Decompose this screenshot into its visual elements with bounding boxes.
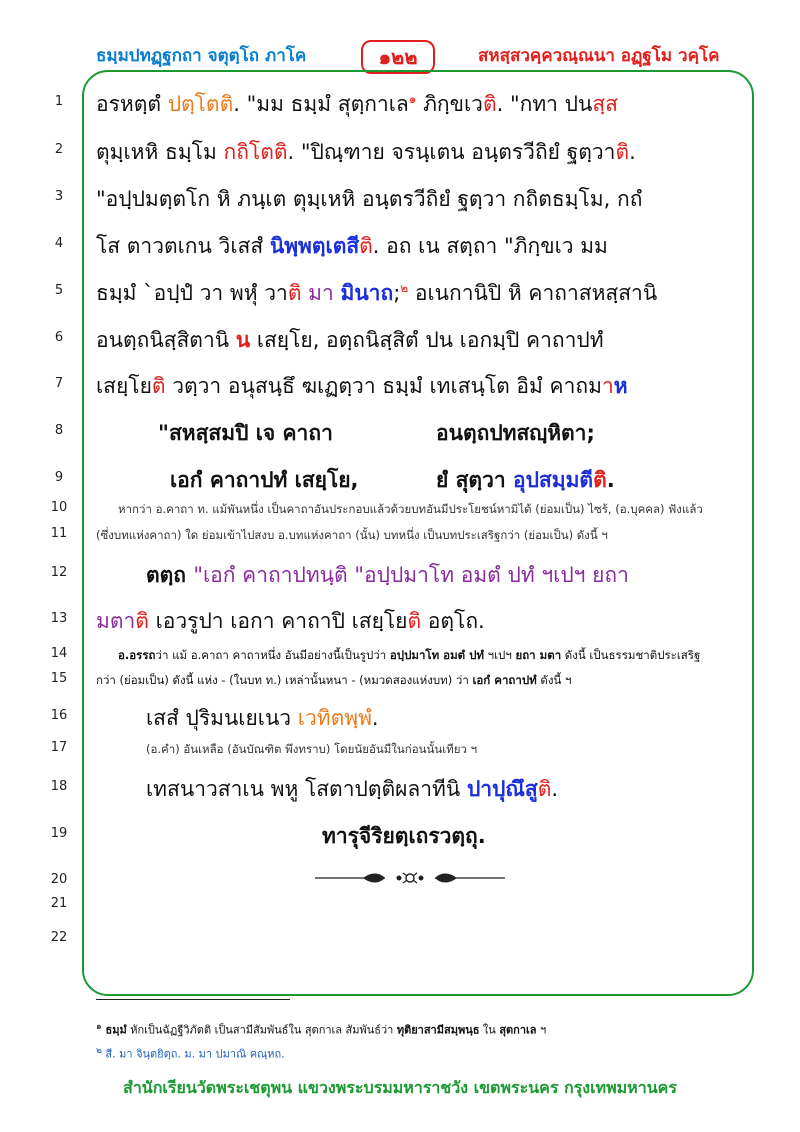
- text-line-12: [146, 559, 629, 592]
- text-span: ฯเปฯ: [484, 648, 516, 662]
- text-span: ว่า แม้ อ.คาถา คาถาหนึ่ง อันมีอย่างนี้เป็นรูปว่า: [155, 648, 390, 662]
- text-line-6: [96, 324, 604, 357]
- page-number-badge: [361, 40, 435, 74]
- text-span: กว่า (ย่อมเป็น) ดังนี้ แห่ง - (ในบท ท.) เหล่านั้นหนา - (หมวดสองแห่งบท) ว่า: [96, 673, 473, 687]
- text-span: โส ตาวตเกน วิเสสํ: [96, 234, 270, 258]
- highlight-word: ติ: [359, 234, 373, 258]
- line-number: 4: [54, 236, 64, 251]
- highlight-word: ติ: [135, 609, 149, 633]
- text-span: . "มม ธมฺมํ สุตฺกาเล: [233, 92, 409, 116]
- highlight-word: ห: [613, 374, 628, 398]
- line-number: 15: [50, 671, 68, 686]
- highlight-word: ติ: [482, 92, 497, 116]
- text-span: เสยฺโย: [96, 374, 152, 398]
- translation-line-14: [118, 647, 700, 665]
- highlight-word: ติ: [287, 281, 302, 305]
- text-span: วตฺวา อนุสนฺธึ ฆเฏตฺวา ธมฺมํ เทเสนฺโต อิมํ คาถม: [165, 374, 602, 398]
- line-number: 16: [50, 708, 68, 723]
- footnote-mark: ๑: [96, 1022, 102, 1032]
- text-span: หักเป็นฉัฏฐีวิภัตติ เป็นสามีสัมพันธ์ใน สุตกาเล สัมพันธ์ว่า: [126, 1023, 397, 1037]
- highlight-word: ปตฺโตติ: [167, 92, 234, 116]
- header-title-left: ธมฺมปทฏฺฐกถา จตุตฺโถ ภาโค: [96, 46, 307, 66]
- page-footer: สำนักเรียนวัดพระเชตุพน แขวงพระบรมมหาราชวัง เขตพระนคร กรุงเทพมหานคร: [123, 1078, 677, 1097]
- text-line-16: [146, 702, 379, 735]
- translation-line-15: [96, 672, 571, 690]
- highlight-word: ": [193, 563, 203, 587]
- highlight-word: า: [601, 374, 614, 398]
- line-number: 8: [54, 423, 64, 438]
- bold-term: ทุติยาสามีสมฺพนฺธ: [396, 1023, 480, 1037]
- footnote-ref: ๒: [400, 281, 409, 295]
- highlight-word: มตา: [96, 609, 136, 633]
- line-number: 18: [50, 779, 68, 794]
- text-line-1: [96, 88, 618, 121]
- bold-term: เอกํ คาถาปทํ: [472, 673, 537, 687]
- line-number: 17: [50, 740, 68, 755]
- translation-line-11: (ซึ่งบทแห่งคาถา) ใด ย่อมเข้าไปสงบ อ.บทแห่งคาถา (นั้น) บทหนึ่ง เป็นบทประเสริฐกว่า (ย่อมเป็น) ดังนี้ ฯ: [96, 528, 608, 542]
- text-span: ยํ สุตฺวา: [436, 468, 513, 492]
- text-span: ;: [393, 281, 401, 305]
- text-span: .: [371, 706, 379, 730]
- highlight-word: อุปสมฺมตี: [512, 468, 594, 492]
- highlight-word: มินาถ: [340, 281, 394, 305]
- highlight-word: สฺส: [592, 92, 618, 116]
- line-number: 12: [50, 565, 68, 580]
- text-span: อนตฺถนิสฺสิตานิ: [96, 328, 236, 352]
- text-line-7: [96, 370, 628, 403]
- line-number: 7: [54, 376, 64, 391]
- line-number: 5: [54, 283, 64, 298]
- highlight-word: กถิโตติ: [223, 140, 288, 164]
- text-line-2: [96, 136, 636, 169]
- text-span: อรหตฺตํ: [96, 92, 168, 116]
- line-number: 13: [50, 611, 68, 626]
- line-number: 6: [54, 330, 64, 345]
- text-span: อตฺโถ.: [421, 609, 485, 633]
- line-number: 21: [50, 896, 68, 911]
- text-span: ดังนี้ ฯ: [536, 673, 572, 687]
- line-number: 20: [50, 872, 68, 887]
- footnote-mark: ๒: [96, 1046, 102, 1056]
- text-line-13: [96, 605, 485, 638]
- text-line-5: [96, 277, 657, 310]
- text-span: . "กทา ปน: [496, 92, 593, 116]
- footnote-2: [96, 1043, 285, 1063]
- verse-line-1b: อนตฺถปทสญฺหิตา;: [436, 421, 595, 445]
- translation-line-17: (อ.คำ) อันเหลือ (อันบัณฑิต พึงทราบ) โดยนัยอันมีในก่อนนั้นเทียว ฯ: [146, 742, 478, 756]
- text-span: . อถ เน สตฺถา "ภิกฺขเว มม: [372, 234, 608, 258]
- text-span: ตตฺถ: [146, 563, 194, 587]
- text-line-3: "อปฺปมตฺตโก หิ ภนฺเต ตุมฺเหหิ อนฺตรวีถิยํ ฐตฺวา กถิตธมฺโม, กถํ: [96, 187, 643, 211]
- text-span: สี. มา จินฺตยิตฺถ. ม. มา ปมาณิ คณฺหถ.: [101, 1047, 285, 1061]
- highlight-word: มา: [301, 281, 341, 305]
- verse-line-2a: เอกํ คาถาปทํ เสยฺโย,: [170, 468, 359, 492]
- footnote-ref: ๑: [408, 92, 417, 106]
- text-span: ภิกฺขเว: [416, 92, 483, 116]
- text-span: ธมฺมํ `อปฺปํ วา พหุํ วา: [96, 281, 288, 305]
- text-span: เอวรูปา เอกา คาถาปิ เสยฺโย: [148, 609, 408, 633]
- highlight-word: เวทิตพฺพํ: [297, 706, 372, 730]
- bold-term: ยถา มตา: [515, 648, 562, 662]
- verse-line-2b: [436, 464, 615, 497]
- highlight-word: ปาปุณึสู: [466, 777, 538, 801]
- bold-term: สุตกาเล: [499, 1023, 537, 1037]
- line-number: 19: [50, 826, 68, 841]
- footnote-rule: [96, 999, 290, 1000]
- text-span: ดังนี้ เป็นธรรมชาติประเสริฐ: [561, 648, 701, 662]
- story-title: ทารุจีริยตฺเถรวตฺถุ.: [322, 824, 486, 848]
- verse-line-1a: "สหสฺสมปิ เจ คาถา: [158, 421, 333, 445]
- text-span: ตุมฺเหหิ ธมฺโม: [96, 140, 224, 164]
- line-number: 14: [50, 646, 68, 661]
- text-span: .: [606, 468, 615, 492]
- page-number: ๑๒๒: [378, 45, 418, 69]
- ornament-divider-icon: [315, 870, 505, 886]
- line-number: 1: [54, 94, 64, 109]
- text-span: .: [551, 777, 559, 801]
- text-span: . "ปิณฺฑาย จรนฺเตน อนฺตรวีถิยํ ฐตฺวา: [287, 140, 616, 164]
- bold-term: ธมฺมํ: [101, 1023, 127, 1037]
- text-span: ฯ: [536, 1023, 547, 1037]
- highlight-word: ติ: [537, 777, 552, 801]
- text-line-4: [96, 230, 608, 263]
- text-span: เทสนาวสาเน พหู โสตาปตฺติผลาทีนิ: [146, 777, 467, 801]
- text-span: .: [629, 140, 636, 164]
- highlight-word: ติ: [407, 609, 422, 633]
- line-number: 9: [54, 470, 64, 485]
- line-number: 11: [50, 526, 68, 541]
- footnote-1: [96, 1019, 546, 1039]
- text-span: "อปฺปมาโท อมตํ ปทํ ฯเปฯ ยถา: [347, 563, 629, 587]
- line-number: 22: [50, 930, 68, 945]
- line-number: 2: [54, 142, 64, 157]
- line-number: 3: [54, 189, 64, 204]
- highlight-word: ติ: [615, 140, 630, 164]
- text-span: อเนกานิปิ หิ คาถาสหสฺสานิ: [408, 281, 658, 305]
- line-number: 10: [50, 500, 68, 515]
- translation-line-10: หากว่า อ.คาถา ท. แม้พันหนึ่ง เป็นคาถาอันประกอบแล้วด้วยบทอันมีประโยชน์หามิได้ (ย่อมเป็น) ไซร้, (อ.บุคคล) ฟังแล้ว: [118, 502, 703, 516]
- text-span: เสยฺโย, อตฺถนิสฺสิตํ ปน เอกมฺปิ คาถาปทํ: [250, 328, 604, 352]
- highlight-word: น: [235, 328, 251, 352]
- text-span: เสสํ ปุริมนเยเนว: [146, 706, 298, 730]
- highlight-word: นิพฺพตฺเตสี: [269, 234, 360, 258]
- bold-term: อปฺปมาโท อมตํ ปทํ: [389, 648, 485, 662]
- highlight-word: เอกํ คาถาปทนฺติ: [202, 563, 348, 587]
- highlight-word: ติ: [151, 374, 166, 398]
- bold-term: อ.อรรถ: [118, 648, 156, 662]
- highlight-word: ติ: [593, 468, 607, 492]
- header-title-right: สหสฺสวคฺควณฺณนา อฏฺฐโม วคฺโค: [478, 46, 720, 66]
- text-span: ใน: [479, 1023, 500, 1037]
- text-line-18: [146, 773, 558, 806]
